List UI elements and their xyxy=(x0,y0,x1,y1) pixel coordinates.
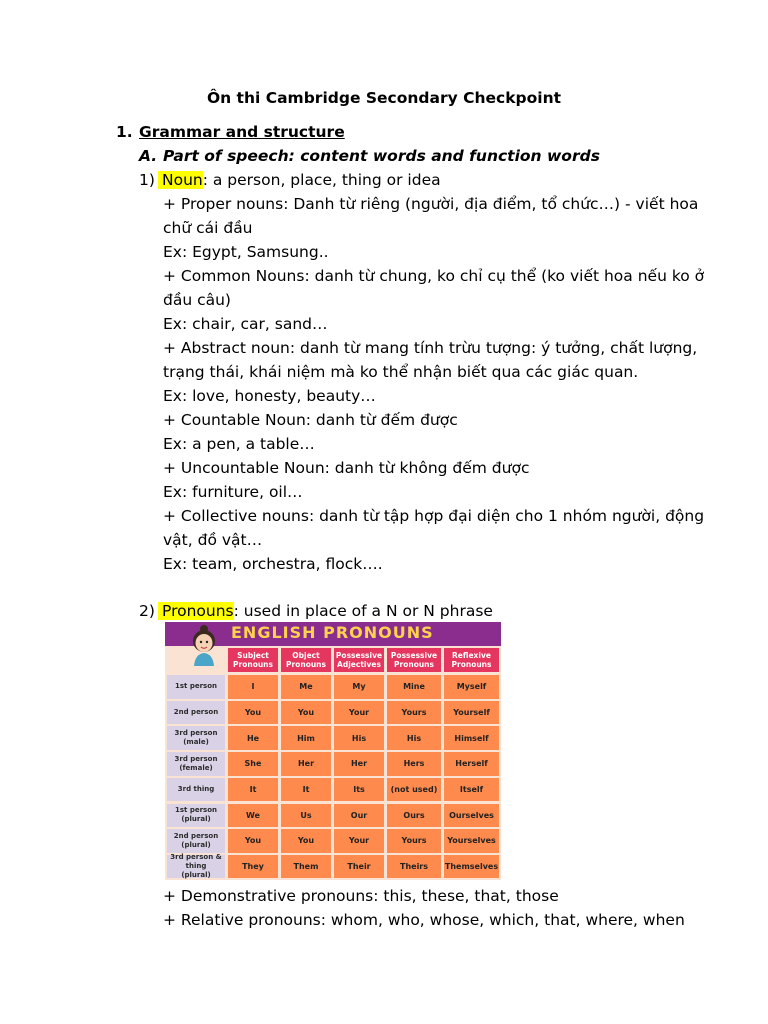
noun-line: Ex: chair, car, sand… xyxy=(163,315,328,333)
table-header-text: Reflexive xyxy=(452,651,491,660)
table-cell: Your xyxy=(334,829,384,853)
table-row-label-text: 3rd person & thing xyxy=(170,853,222,871)
table-header-text: Pronouns xyxy=(233,660,273,669)
table-row-label-text: (female) xyxy=(179,763,213,772)
subsection-heading: Part of speech: content words and function words xyxy=(163,147,600,165)
table-cell: Their xyxy=(334,855,384,879)
noun-heading-line xyxy=(158,170,441,190)
table-cell: We xyxy=(228,804,278,828)
table-header-text: Adjectives xyxy=(337,660,381,669)
pronouns-heading-line xyxy=(158,601,493,621)
table-cell: Us xyxy=(281,804,331,828)
noun-line: vật, đồ vật… xyxy=(163,531,263,549)
noun-line: chữ cái đầu xyxy=(163,219,253,237)
table-cell: It xyxy=(281,778,331,802)
noun-line: + Common Nouns: danh từ chung, ko chỉ cụ thể (ko viết hoa nếu ko ở xyxy=(163,267,705,285)
table-cell: Him xyxy=(281,726,331,750)
table-cell: They xyxy=(228,855,278,879)
after-line: + Demonstrative pronouns: this, these, that, those xyxy=(163,887,559,905)
table-cell: Me xyxy=(281,675,331,699)
section-heading: Grammar and structure xyxy=(139,123,345,141)
table-row-label-text: 3rd thing xyxy=(177,785,215,794)
table-cell: Yours xyxy=(387,829,441,853)
table-row-label xyxy=(167,829,225,853)
english-pronouns-chart xyxy=(165,622,501,880)
table-row-label xyxy=(167,726,225,750)
table-cell: Them xyxy=(281,855,331,879)
table-cell: You xyxy=(281,701,331,725)
table-cell: He xyxy=(228,726,278,750)
table-cell: My xyxy=(334,675,384,699)
table-row-label-text: 1st person xyxy=(175,682,217,691)
table-row-label xyxy=(167,752,225,776)
noun-term: Noun xyxy=(158,171,203,189)
table-header-text: Pronouns xyxy=(451,660,492,669)
table-header-text: Pronouns xyxy=(286,660,326,669)
noun-line: + Proper nouns: Danh từ riêng (người, địa điểm, tổ chức…) - viết hoa xyxy=(163,195,699,213)
table-header-text: Pronouns xyxy=(394,660,434,669)
noun-line: + Uncountable Noun: danh từ không đếm được xyxy=(163,459,530,477)
table-cell: You xyxy=(228,829,278,853)
pronouns-term: Pronouns xyxy=(158,602,234,620)
item-number: 1) xyxy=(139,171,155,189)
table-header-cell xyxy=(228,648,278,672)
table-cell: (not used) xyxy=(387,778,441,802)
chart-title: ENGLISH PRONOUNS xyxy=(231,623,434,642)
table-cell: Her xyxy=(334,752,384,776)
pronouns-definition: : used in place of a N or N phrase xyxy=(233,602,493,620)
table-row-label xyxy=(167,804,225,828)
table-cell: Ourselves xyxy=(444,804,499,828)
noun-line: + Collective nouns: danh từ tập hợp đại diện cho 1 nhóm người, động xyxy=(163,507,705,525)
noun-line: Ex: Egypt, Samsung.. xyxy=(163,243,329,261)
noun-definition: : a person, place, thing or idea xyxy=(202,171,441,189)
table-row-label-text: 3rd person xyxy=(174,729,218,738)
table-header-cell xyxy=(281,648,331,672)
table-row-label-text: 2nd person xyxy=(173,707,219,716)
table-row-label-text: 3rd person xyxy=(174,754,218,763)
table-cell: Yours xyxy=(387,701,441,725)
table-cell: It xyxy=(228,778,278,802)
table-cell: You xyxy=(281,829,331,853)
table-cell: Ours xyxy=(387,804,441,828)
table-cell: Mine xyxy=(387,675,441,699)
table-header-cell xyxy=(387,648,441,672)
table-cell: Yourself xyxy=(444,701,499,725)
table-row-label-text: (plural) xyxy=(181,840,211,849)
table-cell: Its xyxy=(334,778,384,802)
table-header-text: Object xyxy=(292,651,320,660)
table-cell: Your xyxy=(334,701,384,725)
table-row-label-text: 2nd person xyxy=(173,831,219,840)
noun-line: đầu câu) xyxy=(163,291,231,309)
table-cell: Myself xyxy=(444,675,499,699)
table-cell: Hers xyxy=(387,752,441,776)
table-header-text: Possessive xyxy=(390,651,438,660)
noun-line: trạng thái, khái niệm mà ko thể nhận biết qua các giác quan. xyxy=(163,363,639,381)
table-cell: His xyxy=(334,726,384,750)
table-row-label-text: (male) xyxy=(183,738,209,747)
table-cell: Our xyxy=(334,804,384,828)
cartoon-girl-avatar-icon xyxy=(187,624,221,666)
subsection-letter: A. xyxy=(139,147,158,165)
noun-line: Ex: love, honesty, beauty… xyxy=(163,387,376,405)
table-header-cell xyxy=(334,648,384,672)
table-row-label xyxy=(167,701,225,725)
table-cell: His xyxy=(387,726,441,750)
noun-line: Ex: furniture, oil… xyxy=(163,483,303,501)
table-header-text: Subject xyxy=(237,651,269,660)
table-header-text: Possessive xyxy=(335,651,383,660)
section-number: 1. xyxy=(116,123,133,141)
table-cell: You xyxy=(228,701,278,725)
table-cell: Yourselves xyxy=(444,829,499,853)
table-row-label-text: (plural) xyxy=(181,815,211,824)
table-cell: I xyxy=(228,675,278,699)
table-row-label-text: (plural) xyxy=(181,871,211,880)
table-row-label xyxy=(167,778,225,802)
noun-line: + Abstract noun: danh từ mang tính trừu tượng: ý tưởng, chất lượng, xyxy=(163,339,698,357)
table-row-label xyxy=(167,855,225,879)
after-line: + Relative pronouns: whom, who, whose, which, that, where, when xyxy=(163,911,685,929)
noun-line: Ex: team, orchestra, flock…. xyxy=(163,555,383,573)
noun-line: + Countable Noun: danh từ đếm được xyxy=(163,411,458,429)
table-header-cell xyxy=(444,648,499,672)
noun-line: Ex: a pen, a table… xyxy=(163,435,315,453)
table-cell: Theirs xyxy=(387,855,441,879)
table-cell: Himself xyxy=(444,726,499,750)
table-cell: Herself xyxy=(444,752,499,776)
table-cell: Themselves xyxy=(444,855,499,879)
table-row-label-text: 1st person xyxy=(175,806,217,815)
table-cell: She xyxy=(228,752,278,776)
document-title: Ôn thi Cambridge Secondary Checkpoint xyxy=(206,89,562,107)
table-row-label xyxy=(167,675,225,699)
item-number: 2) xyxy=(139,602,155,620)
table-cell: Her xyxy=(281,752,331,776)
table-cell: Itself xyxy=(444,778,499,802)
